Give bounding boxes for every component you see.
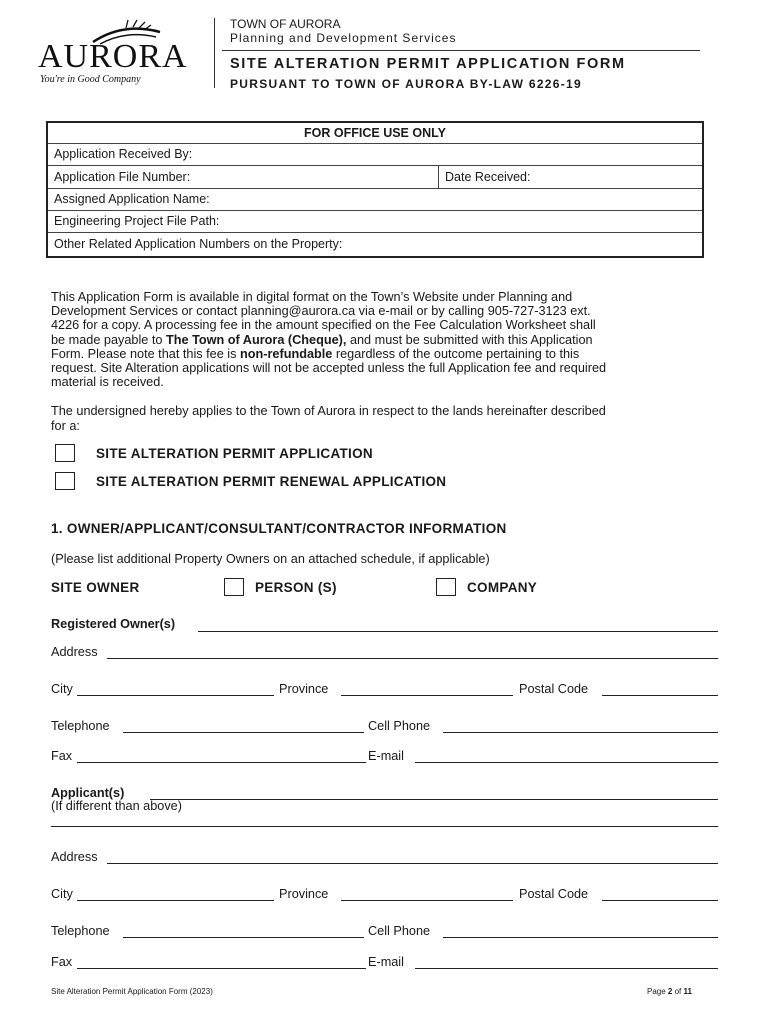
footer-page-number: Page 2 of 11 [647,987,692,996]
form-title: SITE ALTERATION PERMIT APPLICATION FORM [230,56,626,72]
owner-address-field[interactable] [107,658,718,659]
company-checkbox[interactable] [436,578,456,596]
applicant-city-label: City [51,887,73,901]
footer-form-name: Site Alteration Permit Application Form (2023) [51,987,213,996]
owner-city-label: City [51,682,73,696]
applicant-email-label: E-mail [368,955,404,969]
owner-cell-field[interactable] [443,732,718,733]
owner-fax-field[interactable] [77,762,366,763]
office-row-received-by: Application Received By: [48,143,702,165]
person-label: PERSON (S) [255,580,337,595]
applicant-fax-field[interactable] [77,968,366,969]
applicant-telephone-label: Telephone [51,924,110,938]
applicant-address-label: Address [51,850,98,864]
applicant-postal-label: Postal Code [519,887,589,901]
applicant-address-field[interactable] [107,863,718,864]
section-1-title: 1. OWNER/APPLICANT/CONSULTANT/CONTRACTOR INFORMATION [51,521,507,536]
office-row-engineering-path: Engineering Project File Path: [48,210,702,232]
owner-city-field[interactable] [77,695,274,696]
owner-telephone-field[interactable] [123,732,364,733]
applicant-note: (If different than above) [51,799,182,813]
office-use-heading: FOR OFFICE USE ONLY [304,126,446,140]
registered-owner-field[interactable] [198,631,718,632]
office-row-assigned-name: Assigned Application Name: [48,188,702,210]
renewal-application-checkbox[interactable] [55,472,75,490]
permit-application-label: SITE ALTERATION PERMIT APPLICATION [96,446,373,461]
permit-application-checkbox[interactable] [55,444,75,462]
office-use-table [46,121,704,258]
owner-postal-field[interactable] [602,695,718,696]
logo-wordmark: AURORA [38,38,188,75]
section-1-note: (Please list additional Property Owners on an attached schedule, if applicable) [51,552,490,566]
person-checkbox[interactable] [224,578,244,596]
aurora-logo [38,18,188,88]
header-rule [222,50,700,51]
applicant-fax-label: Fax [51,955,73,969]
owner-postal-label: Postal Code [519,682,589,696]
owner-province-field[interactable] [341,695,513,696]
org-department: Planning and Development Services [230,31,457,45]
applicant-telephone-field[interactable] [123,937,364,938]
header-divider [214,18,215,88]
owner-email-field[interactable] [415,762,718,763]
owner-telephone-label: Telephone [51,719,110,733]
office-row-file-number: Application File Number: Date Received: [48,165,702,188]
intro-paragraph: This Application Form is available in digital format on the Town’s Website under Planning and Development Services or contact planning@aurora.ca via e-mail or by calling 905-727-3123 ext. 4226 for a copy. A processing fee in the amount specified on the Fee Calculation Worksheet shall be made payable to The Town of Aurora (Cheque), and must be submitted with this Application Form. Please note that this fee is non-refundable regardless of the outcome pertaining to this request. Site Alteration applications will not be accepted unless the full Application fee and required material is received. [51,290,607,390]
applicant-name-field-2[interactable] [51,826,718,827]
applicant-province-label: Province [279,887,329,901]
applicant-postal-field[interactable] [602,900,718,901]
owner-province-label: Province [279,682,329,696]
owner-address-label: Address [51,645,98,659]
applicant-cell-field[interactable] [443,937,718,938]
applies-paragraph: The undersigned hereby applies to the Town of Aurora in respect to the lands hereinafter described for a: [51,404,606,434]
owner-cell-label: Cell Phone [368,719,431,733]
applicant-city-field[interactable] [77,900,274,901]
applicant-name-field[interactable] [150,799,718,800]
applicant-cell-label: Cell Phone [368,924,431,938]
logo-tagline: You're in Good Company [40,74,141,85]
applicant-label: Applicant(s) [51,786,125,800]
site-owner-label: SITE OWNER [51,580,140,595]
renewal-application-label: SITE ALTERATION PERMIT RENEWAL APPLICATION [96,474,447,489]
owner-fax-label: Fax [51,749,73,763]
org-name: TOWN OF AURORA [230,17,341,31]
date-received-cell: Date Received: [438,166,530,189]
form-subtitle: PURSUANT TO TOWN OF AURORA BY-LAW 6226-19 [230,77,582,91]
company-label: COMPANY [467,580,538,595]
registered-owner-label: Registered Owner(s) [51,617,176,631]
applicant-province-field[interactable] [341,900,513,901]
applicant-email-field[interactable] [415,968,718,969]
office-row-other-related: Other Related Application Numbers on the Property: [48,232,702,256]
owner-email-label: E-mail [368,749,404,763]
